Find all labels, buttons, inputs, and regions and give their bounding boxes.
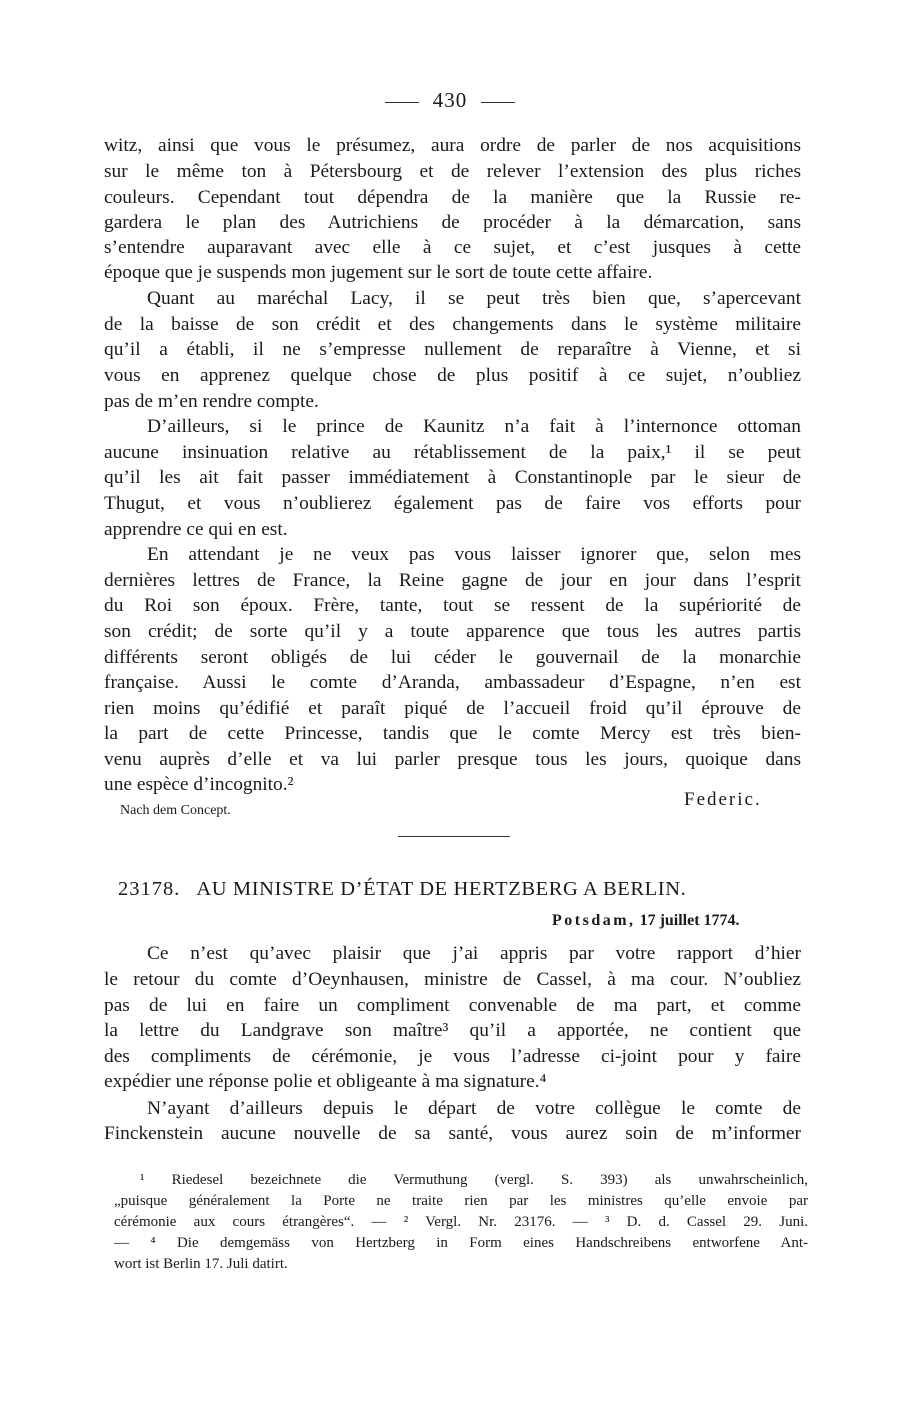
footnote-line: „puisque généralement la Porte ne traite rien par les ministres qu’elle envoie par — [114, 1193, 808, 1209]
footnote-line: ¹ Riedesel bezeichnete die Vermuthung (vergl. S. 393) als unwahrscheinlich, — [140, 1172, 808, 1188]
body-line: époque que je suspends mon jugement sur le sort de toute cette affaire. — [104, 262, 653, 283]
letter-line: des compliments de cérémonie, je vous l’adresse ci-joint pour y faire — [104, 1046, 801, 1067]
body-line: venu auprès d’elle et va lui parler presque tous les jours, quoique dans — [104, 749, 801, 770]
footnote-line: cérémonie aux cours étrangères“. — ² Vergl. Nr. 23176. — ³ D. d. Cassel 29. Juni. — [114, 1214, 808, 1230]
body-line: couleurs. Cependant tout dépendra de la manière que la Russie re- — [104, 187, 801, 208]
body-line: Thugut, et vous n’oublierez également pas de faire vos efforts pour — [104, 493, 801, 514]
body-line: apprendre ce qui en est. — [104, 519, 288, 540]
body-line: qu’il a établi, il ne s’empresse nullement de reparaître à Vienne, et si — [104, 339, 801, 360]
body-line: dernières lettres de France, la Reine gagne de jour en jour dans l’esprit — [104, 570, 801, 591]
body-line: Quant au maréchal Lacy, il se peut très bien que, s’apercevant — [147, 288, 801, 309]
body-line: française. Aussi le comte d’Aranda, ambassadeur d’Espagne, n’en est — [104, 672, 801, 693]
signature: Federic. — [684, 789, 762, 810]
letter-dateline — [552, 912, 740, 930]
letter-line: expédier une réponse polie et obligeante à ma signature.⁴ — [104, 1071, 547, 1092]
body-line: pas de m’en rendre compte. — [104, 391, 319, 412]
body-line: différents seront obligés de lui céder le gouvernail de la monarchie — [104, 647, 801, 668]
body-line: la part de cette Princesse, tandis que le comte Mercy est très bien- — [104, 723, 801, 744]
letter-line: le retour du comte d’Oeynhausen, ministre de Cassel, à ma cour. N’oubliez — [104, 969, 801, 990]
body-line: gardera le plan des Autrichiens de procéder à la démarcation, sans — [104, 212, 801, 233]
body-line: sur le même ton à Pétersbourg et de relever l’extension des plus riches — [104, 161, 801, 182]
header-dash-right — [481, 102, 515, 103]
page-header — [0, 88, 900, 113]
letter-line: N’ayant d’ailleurs depuis le départ de votre collègue le comte de — [147, 1098, 801, 1119]
footnote-line: — ⁴ Die demgemäss von Hertzberg in Form eines Handschreibens entworfene Ant- — [114, 1235, 808, 1251]
letter-date: 17 juillet 1774. — [639, 912, 740, 929]
letter-line: la lettre du Landgrave son maître³ qu’il a apportée, ne contient que — [104, 1020, 801, 1041]
letter-title: AU MINISTRE D’ÉTAT DE HERTZBERG A BERLIN. — [196, 878, 687, 900]
letter-line: pas de lui en faire un compliment convenable de ma part, et comme — [104, 995, 801, 1016]
body-line: En attendant je ne veux pas vous laisser ignorer que, selon mes — [147, 544, 801, 565]
page-number: 430 — [432, 88, 468, 112]
letter-line: Finckenstein aucune nouvelle de sa santé, vous aurez soin de m’informer — [104, 1123, 801, 1144]
body-line: qu’il les ait fait passer immédiatement à Constantinople par le sieur de — [104, 467, 801, 488]
letter-line: Ce n’est qu’avec plaisir que j’ai appris par votre rapport d’hier — [147, 943, 801, 964]
body-line: s’entendre auparavant avec elle à ce sujet, et c’est jusques à cette — [104, 237, 801, 258]
footnote-line: wort ist Berlin 17. Juli datirt. — [114, 1256, 288, 1272]
letter-heading — [118, 878, 686, 901]
body-line: de la baisse de son crédit et des changements dans le système militaire — [104, 314, 801, 335]
body-line: du Roi son époux. Frère, tante, tout se ressent de la supériorité de — [104, 595, 801, 616]
body-line: aucune insinuation relative au rétablissement de la paix,¹ il se peut — [104, 442, 801, 463]
body-line: une espèce d’incognito.² — [104, 774, 294, 795]
body-line: vous en apprenez quelque chose de plus positif à ce sujet, n’oubliez — [104, 365, 801, 386]
body-line: D’ailleurs, si le prince de Kaunitz n’a fait à l’internonce ottoman — [147, 416, 801, 437]
letter-place: Potsdam, — [552, 912, 636, 929]
header-dash-left — [385, 102, 419, 103]
body-line: rien moins qu’édifié et paraît piqué de l’accueil froid qu’il éprouve de — [104, 698, 801, 719]
body-line: witz, ainsi que vous le présumez, aura ordre de parler de nos acquisitions — [104, 135, 801, 156]
source-note: Nach dem Concept. — [120, 803, 231, 818]
section-divider — [398, 836, 510, 837]
letter-number: 23178. — [118, 878, 181, 900]
body-line: son crédit; de sorte qu’il y a toute apparence que tous les autres partis — [104, 621, 801, 642]
